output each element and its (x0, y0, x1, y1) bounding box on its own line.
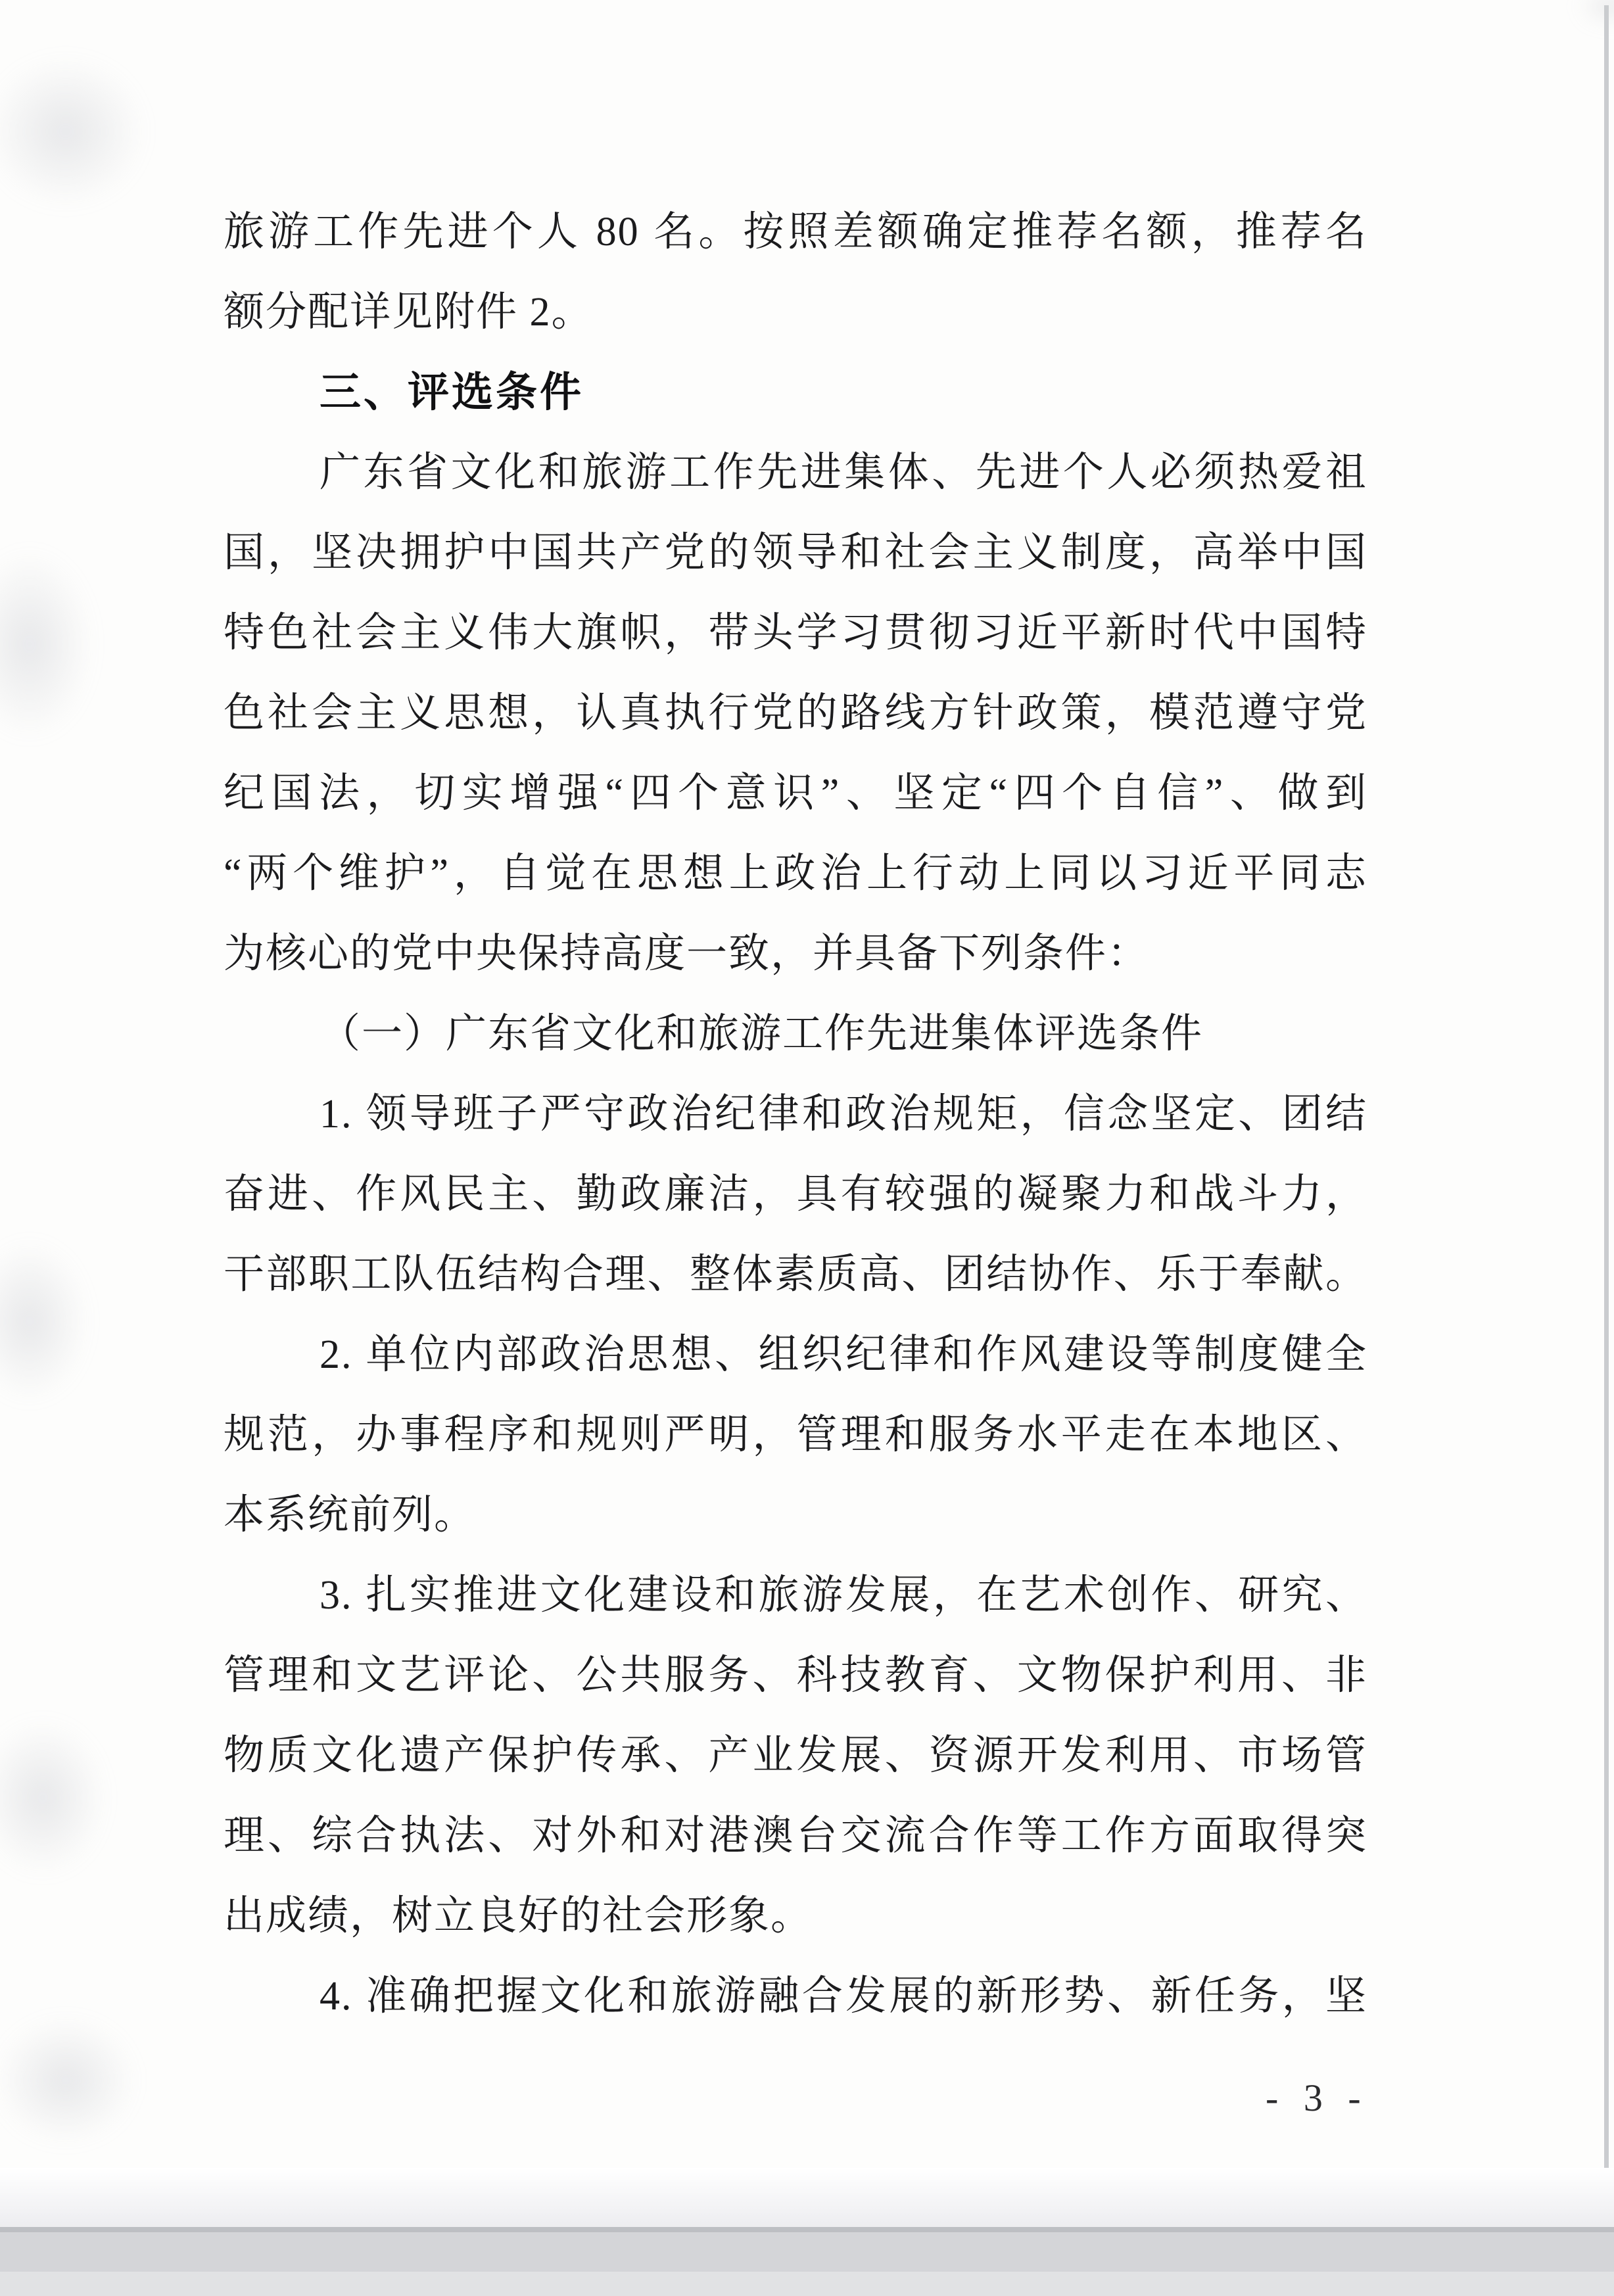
scan-smudge (0, 1209, 112, 1433)
text-line: 广东省文化和旅游工作先进集体、先进个人必须热爱祖 (320, 450, 1367, 495)
scan-bottom-fade (0, 2168, 1614, 2227)
text-line: 国，坚决拥护中国共产党的领导和社会主义制度，高举中国 (224, 530, 1367, 575)
text-line: 本系统前列。 (224, 1493, 477, 1537)
text-line: 额分配详见附件 2。 (224, 290, 594, 335)
text-line: 1. 领导班子严守政治纪律和政治规矩，信念坚定、团结 (320, 1092, 1367, 1136)
scanner-bed-dark-band (0, 2232, 1614, 2272)
text-line: 4. 准确把握文化和旅游融合发展的新形势、新任务，坚 (320, 1974, 1367, 2019)
text-line: （一）广东省文化和旅游工作先进集体评选条件 (320, 1012, 1204, 1056)
text-line: 特色社会主义伟大旗帜，带头学习贯彻习近平新时代中国特 (224, 611, 1367, 655)
text-line: 管理和文艺评论、公共服务、科技教育、文物保护利用、非 (224, 1653, 1367, 1698)
text-line: 旅游工作先进个人 80 名。按照差额确定推荐名额，推荐名 (224, 210, 1367, 254)
text-line: 2. 单位内部政治思想、组织纪律和作风建设等制度健全 (320, 1332, 1367, 1377)
text-line: 3. 扎实推进文化建设和旅游发展，在艺术创作、研究、 (320, 1573, 1367, 1618)
page-number: - 3 - (1266, 2076, 1369, 2119)
scan-smudge (0, 1689, 131, 1906)
scan-smudge (0, 26, 178, 237)
text-line: 规范，办事程序和规则严明，管理和服务水平走在本地区、 (224, 1413, 1367, 1457)
text-line: 干部职工队伍结构合理、整体素质高、团结协作、乐于奉献。 (224, 1252, 1367, 1297)
scan-page-right-edge (1604, 5, 1609, 2227)
text-line: 出成绩，树立良好的社会形象。 (224, 1894, 813, 1938)
text-line: “两个维护”，自觉在思想上政治上行动上同以习近平同志 (224, 851, 1367, 896)
text-line: 为核心的党中央保持高度一致，并具备下列条件： (224, 931, 1150, 976)
text-line: 理、综合执法、对外和对港澳台交流合作等工作方面取得突 (224, 1814, 1367, 1858)
text-line: 物质文化遗产保护传承、产业发展、资源开发利用、市场管 (224, 1733, 1367, 1778)
scan-smudge (0, 513, 118, 776)
scanner-bed-light-band (0, 2272, 1614, 2296)
text-line: 纪国法，切实增强“四个意识”、坚定“四个自信”、做到 (224, 771, 1367, 816)
section-heading: 三、评选条件 (320, 369, 584, 415)
text-line: 奋进、作风民主、勤政廉洁，具有较强的凝聚力和战斗力， (224, 1172, 1367, 1217)
scan-smudge (0, 1992, 164, 2169)
scan-page-bottom-edge (0, 2227, 1614, 2232)
text-line: 色社会主义思想，认真执行党的路线方针政策，模范遵守党 (224, 691, 1367, 736)
